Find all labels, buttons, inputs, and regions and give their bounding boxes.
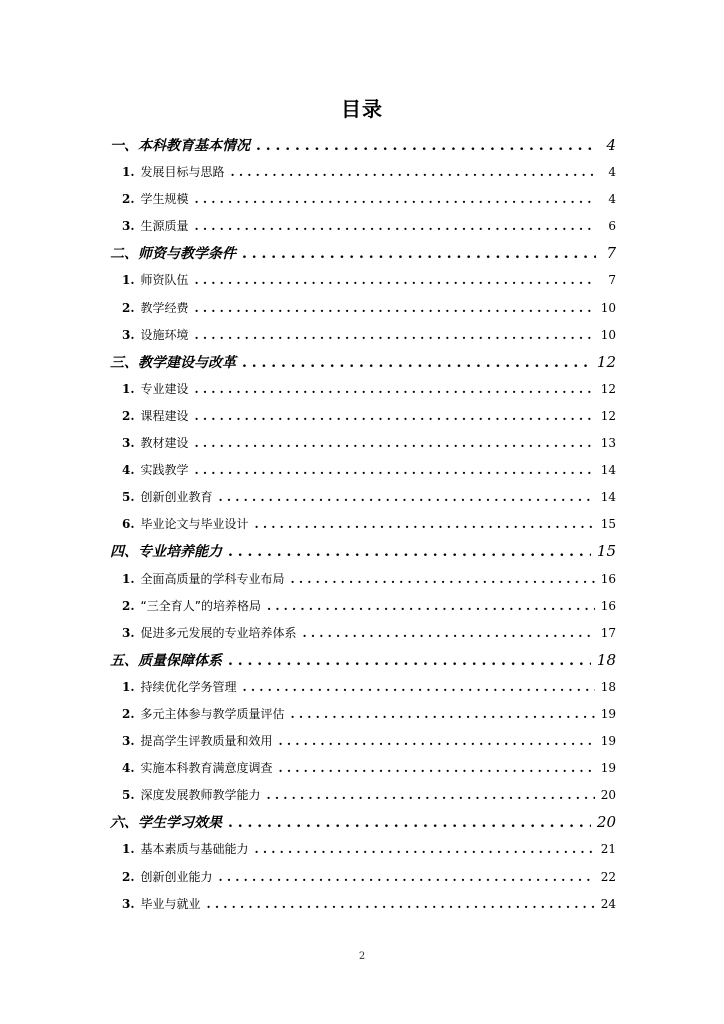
toc-entry-number: 2.: [122, 869, 135, 884]
toc-entry-page: 18: [600, 679, 616, 694]
toc-dot-leader: [195, 403, 595, 430]
toc-entry-number: 1.: [122, 842, 135, 857]
toc-section-entry[interactable]: [110, 809, 616, 836]
toc-subsection-entry[interactable]: [110, 755, 616, 782]
toc-entry-label: 促进多元发展的专业培养体系: [140, 625, 297, 640]
toc-subsection-entry[interactable]: [110, 891, 616, 918]
toc-entry-label: 多元主体参与教学质量评估: [140, 706, 285, 721]
toc-dot-leader: [195, 322, 595, 349]
toc-entry-label: 学生学习效果: [138, 815, 222, 832]
toc-dot-leader: [279, 755, 595, 782]
toc-entry-label: 设施环境: [140, 327, 189, 342]
toc-entry-number: 四、: [110, 544, 138, 561]
toc-subsection-entry[interactable]: [110, 620, 616, 647]
page-number: 2: [358, 951, 366, 962]
toc-entry-page: 4: [608, 165, 616, 180]
toc-dot-leader: [291, 566, 595, 593]
toc-entry-page: 17: [600, 625, 616, 640]
toc-entry-number: 2.: [122, 300, 135, 315]
toc-entry-number: 二、: [110, 246, 138, 263]
toc-entry-number: 3.: [122, 625, 135, 640]
toc-subsection-entry[interactable]: [110, 403, 616, 430]
toc-section-entry[interactable]: [110, 647, 616, 674]
toc-dot-leader: [291, 701, 595, 728]
toc-subsection-entry[interactable]: [110, 701, 616, 728]
toc-entry-label: 专业培养能力: [138, 544, 222, 561]
toc-entry-number: 3.: [122, 734, 135, 749]
toc-entry-label: 生源质量: [140, 219, 189, 234]
toc-entry-page: 24: [600, 896, 616, 911]
toc-entry-label: 创新创业能力: [140, 869, 213, 884]
toc-dot-leader: [242, 241, 596, 268]
toc-subsection-entry[interactable]: [110, 836, 616, 863]
toc-dot-leader: [195, 457, 595, 484]
toc-section-entry[interactable]: [110, 132, 616, 159]
toc-entry-label: 深度发展教师教学能力: [140, 788, 261, 803]
toc-dot-leader: [219, 864, 595, 891]
toc-dot-leader: [267, 593, 595, 620]
toc-dot-leader: [231, 159, 596, 186]
toc-entry-label: 实践教学: [140, 463, 189, 478]
toc-dot-leader: [219, 484, 595, 511]
toc-entry-page: 4: [606, 136, 616, 154]
toc-entry-number: 五、: [110, 652, 138, 669]
toc-subsection-entry[interactable]: [110, 295, 616, 322]
toc-dot-leader: [207, 891, 595, 918]
toc-entry-page: 7: [608, 273, 616, 288]
toc-entry-label: 创新创业教育: [140, 490, 213, 505]
toc-entry-number: 6.: [122, 517, 135, 532]
toc-entry-number: 2.: [122, 408, 135, 423]
toc-entry-number: 3.: [122, 327, 135, 342]
toc-subsection-entry[interactable]: [110, 511, 616, 538]
toc-entry-page: 16: [600, 571, 616, 586]
toc-dot-leader: [228, 648, 591, 675]
toc-subsection-entry[interactable]: [110, 484, 616, 511]
toc-entry-number: 3.: [122, 896, 135, 911]
toc-entry-number: 1.: [122, 679, 135, 694]
toc-dot-leader: [255, 511, 595, 538]
toc-entry-page: 13: [600, 436, 616, 451]
toc-entry-number: 2.: [122, 192, 135, 207]
toc-subsection-entry[interactable]: [110, 322, 616, 349]
toc-entry-number: 1.: [122, 381, 135, 396]
toc-dot-leader: [242, 350, 591, 377]
toc-entry-number: 1.: [122, 165, 135, 180]
toc-entry-label: 师资队伍: [140, 273, 189, 288]
toc-entry-page: 18: [596, 650, 616, 669]
toc-entry-page: 19: [600, 706, 616, 721]
toc-entry-page: 14: [600, 490, 616, 505]
toc-subsection-entry[interactable]: [110, 457, 616, 484]
toc-entry-page: 12: [600, 381, 616, 396]
toc-subsection-entry[interactable]: [110, 159, 616, 186]
toc-entry-page: 19: [600, 734, 616, 749]
toc-entry-label: 全面高质量的学科专业布局: [140, 571, 285, 586]
toc-entry-number: 4.: [122, 761, 135, 776]
toc-dot-leader: [255, 836, 595, 863]
toc-section-entry[interactable]: [110, 538, 616, 565]
toc-entry-page: 20: [596, 813, 616, 832]
toc-entry-number: 5.: [122, 490, 135, 505]
toc-dot-leader: [195, 430, 595, 457]
toc-entry-number: 六、: [110, 815, 138, 832]
toc-entry-label: 课程建设: [140, 408, 189, 423]
toc-entry-number: 3.: [122, 436, 135, 451]
toc-entry-label: 质量保障体系: [138, 652, 222, 669]
toc-entry-page: 14: [600, 463, 616, 478]
toc-dot-leader: [195, 295, 595, 322]
table-of-contents: [110, 132, 616, 918]
toc-dot-leader: [228, 539, 591, 566]
toc-entry-label: “三全育人”的培养格局: [140, 598, 261, 613]
toc-entry-page: 15: [596, 542, 616, 561]
toc-entry-label: 本科教育基本情况: [138, 138, 250, 154]
toc-entry-page: 12: [600, 408, 616, 423]
toc-entry-label: 专业建设: [140, 381, 189, 396]
toc-subsection-entry[interactable]: [110, 593, 616, 620]
toc-entry-page: 10: [600, 327, 616, 342]
toc-entry-page: 6: [608, 219, 616, 234]
toc-subsection-entry[interactable]: [110, 864, 616, 891]
toc-subsection-entry[interactable]: [110, 267, 616, 294]
toc-entry-number: 1.: [122, 571, 135, 586]
toc-subsection-entry[interactable]: [110, 376, 616, 403]
toc-dot-leader: [228, 810, 591, 837]
toc-entry-label: 持续优化学务管理: [140, 679, 237, 694]
toc-entry-label: 提高学生评教质量和效用: [140, 734, 273, 749]
toc-subsection-entry[interactable]: [110, 674, 616, 701]
toc-entry-label: 毕业与就业: [140, 896, 201, 911]
toc-subsection-entry[interactable]: [110, 213, 616, 240]
toc-entry-page: 21: [600, 842, 616, 857]
toc-subsection-entry[interactable]: [110, 186, 616, 213]
toc-entry-page: 7: [606, 244, 616, 263]
toc-dot-leader: [279, 728, 595, 755]
toc-dot-leader: [256, 133, 596, 160]
toc-entry-label: 毕业论文与毕业设计: [140, 517, 249, 532]
toc-entry-label: 师资与教学条件: [138, 246, 236, 263]
toc-dot-leader: [195, 213, 596, 240]
toc-dot-leader: [195, 267, 596, 294]
toc-entry-page: 4: [608, 192, 616, 207]
toc-entry-label: 基本素质与基础能力: [140, 842, 249, 857]
toc-entry-label: 学生规模: [140, 192, 189, 207]
toc-entry-label: 教学经费: [140, 300, 189, 315]
toc-entry-label: 发展目标与思路: [140, 165, 225, 180]
page-title: 目录: [341, 97, 383, 121]
toc-subsection-entry[interactable]: [110, 782, 616, 809]
toc-entry-page: 20: [600, 788, 616, 803]
toc-entry-label: 实施本科教育满意度调查: [140, 761, 273, 776]
toc-entry-label: 教学建设与改革: [138, 354, 236, 371]
toc-subsection-entry[interactable]: [110, 566, 616, 593]
toc-entry-page: 22: [600, 869, 616, 884]
toc-entry-number: 1.: [122, 273, 135, 288]
toc-entry-page: 10: [600, 300, 616, 315]
toc-section-entry[interactable]: [110, 349, 616, 376]
toc-dot-leader: [195, 186, 596, 213]
toc-entry-page: 19: [600, 761, 616, 776]
toc-dot-leader: [195, 376, 595, 403]
toc-entry-number: 4.: [122, 463, 135, 478]
toc-entry-page: 15: [600, 517, 616, 532]
toc-entry-number: 2.: [122, 598, 135, 613]
toc-dot-leader: [243, 674, 595, 701]
toc-entry-page: 12: [596, 352, 616, 371]
toc-entry-page: 16: [600, 598, 616, 613]
toc-entry-number: 3.: [122, 219, 135, 234]
toc-subsection-entry[interactable]: [110, 430, 616, 457]
toc-dot-leader: [267, 782, 595, 809]
toc-subsection-entry[interactable]: [110, 728, 616, 755]
toc-section-entry[interactable]: [110, 240, 616, 267]
toc-entry-number: 2.: [122, 706, 135, 721]
toc-dot-leader: [303, 620, 595, 647]
toc-entry-number: 一、: [110, 138, 138, 154]
toc-entry-number: 三、: [110, 354, 138, 371]
toc-entry-number: 5.: [122, 788, 135, 803]
toc-entry-label: 教材建设: [140, 436, 189, 451]
